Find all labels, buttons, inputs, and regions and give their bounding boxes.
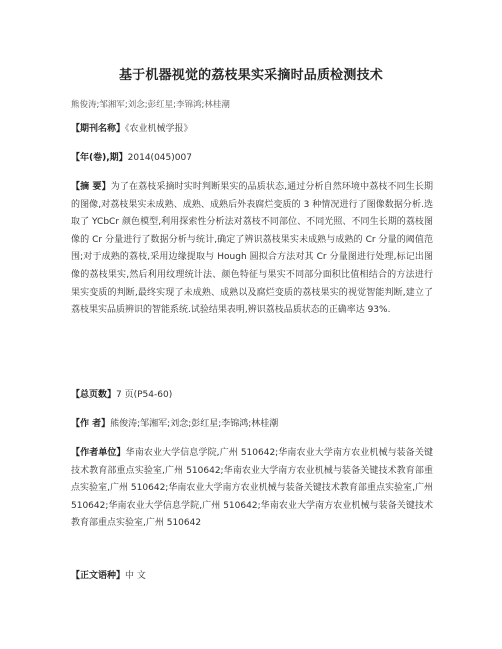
abstract-label: 【摘 要】 — [71, 182, 111, 192]
author-value: 熊俊涛;邹湘军;刘念;彭红星;李锦鸿;林桂潮 — [110, 419, 279, 429]
year-issue-value: 2014(045)007 — [127, 153, 192, 163]
abstract-field — [71, 179, 433, 320]
year-issue-label: 【年(卷),期】 — [71, 153, 128, 163]
author-unit-field — [71, 445, 433, 533]
pages-label: 【总页数】 — [71, 390, 117, 400]
journal-label: 【期刊名称】 — [71, 124, 126, 134]
author-label: 【作 者】 — [71, 419, 111, 429]
language-label: 【正文语种】 — [71, 571, 126, 581]
author-unit-label: 【作者单位】 — [71, 448, 126, 458]
journal-value: 《农业机械学报》 — [125, 124, 193, 134]
authors-line: 熊俊涛;邹湘军;刘念;彭红星;李锦鸿;林桂潮 — [71, 100, 230, 110]
pages-value: 7 页(P54-60) — [116, 390, 173, 400]
author-field — [71, 416, 433, 434]
language-field — [71, 568, 433, 586]
author-unit-value: 华南农业大学信息学院,广州 510642;华南农业大学南方农业机械与装备关键技术教育部重点实验室,广州 510642;华南农业大学南方农业机械与装备关键技术教育部重点实验室,广州 510642;华南农业大学南方农业机械与装备关键技术教育部重点实验室,广州 510642;华南农业大学信息学院,广州 510642;华南农业大学南方农业机械与装备关键技术教育部重点实验室,广州 510642 — [71, 448, 433, 529]
year-issue-field — [71, 150, 433, 168]
abstract-value: 为了在荔枝采摘时实时判断果实的品质状态,通过分析自然环境中荔枝不同生长期的图像,对荔枝果实未成熟、成熟、成熟后外表腐烂变质的 3 种情况进行了图像数据分析.选取了 YCbCr 颜色模型,利用探索性分析法对荔枝不同部位、不同光照、不同生长期的荔枝图像的 Cr 分量进行了数据分析与统计,确定了辨识荔枝果实未成熟与成熟的 Cr 分量的阈值范围;对于成熟的荔枝,采用边缘提取与 Hough 圆拟合方法对其 Cr 分量图进行处理,标记出图像的荔枝果实,然后利用纹理统计法、颜色特征与果实不同部分面积比值相结合的方法进行果实变质的判断,最终实现了未成熟、成熟以及腐烂变质的荔枝果实的视觉智能判断,建立了荔枝果实品质辨识的智能系统.试验结果表明,辨识荔枝品质状态的正确率达 93%. — [71, 182, 433, 316]
page-title: 基于机器视觉的荔枝果实采摘时品质检测技术 — [118, 68, 383, 83]
language-value: 中 文 — [125, 571, 146, 581]
pages-field — [71, 387, 433, 405]
journal-field — [71, 121, 433, 139]
